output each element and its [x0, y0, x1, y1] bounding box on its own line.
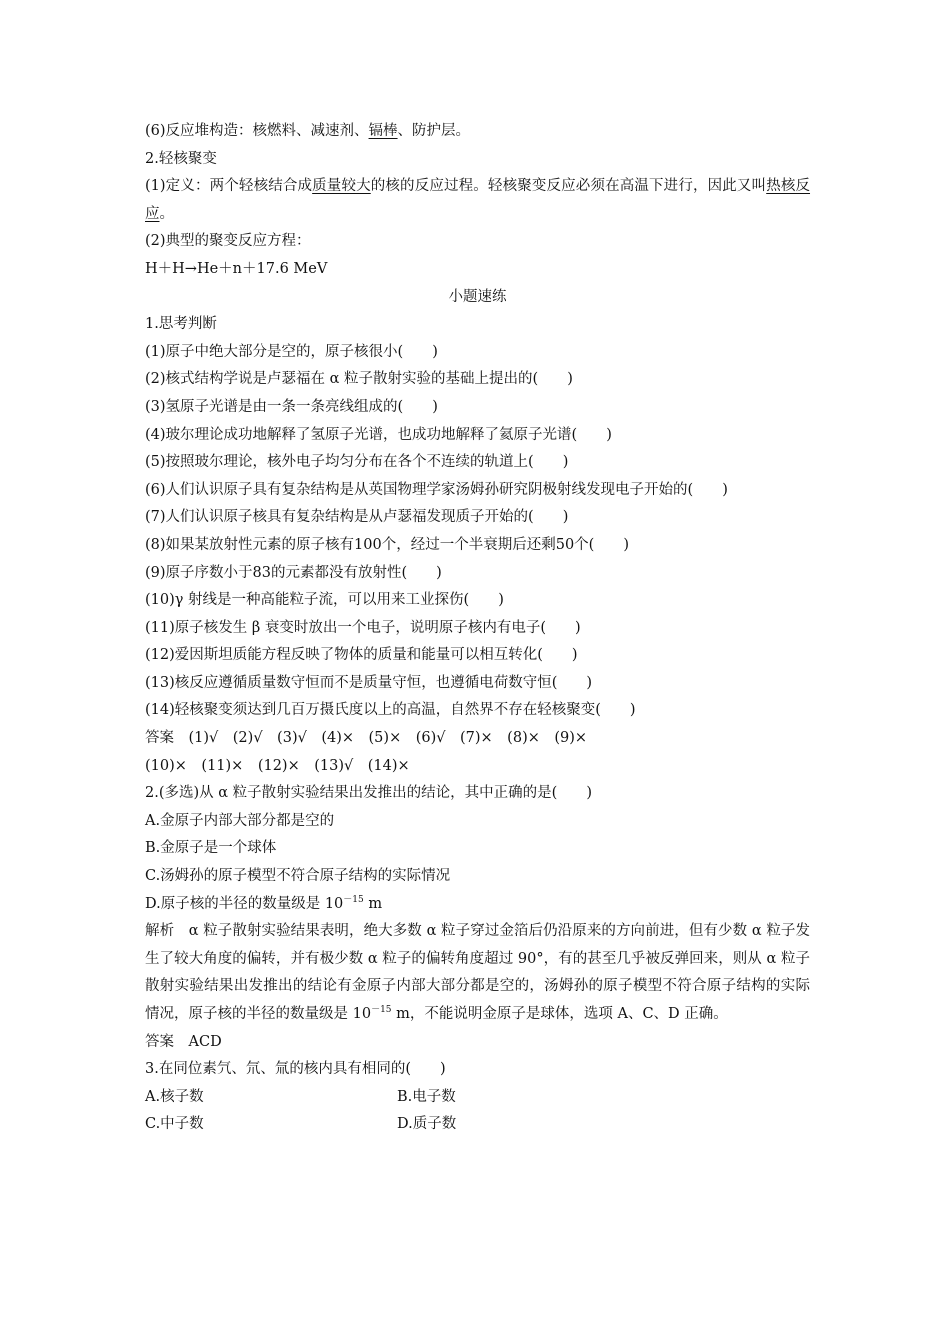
- judgement-item: (2)核式结构学说是卢瑟福在 α 粒子散射实验的基础上提出的( ): [145, 371, 573, 388]
- judgement-item: (6)人们认识原子具有复杂结构是从英国物理学家汤姆孙研究阴极射线发现电子开始的( ): [145, 481, 728, 498]
- option-row: [145, 1084, 810, 1112]
- fusion-definition: (1)定义：两个轻核结合成质量较大的核的反应过程。轻核聚变反应必须在高温下进行，因此又叫热核反应。: [145, 178, 811, 222]
- question-heading: 1.思考判断: [145, 316, 217, 333]
- judgement-item: (7)人们认识原子核具有复杂结构是从卢瑟福发现质子开始的( ): [145, 509, 569, 526]
- judgement-item: (11)原子核发生 β 衰变时放出一个电子，说明原子核内有电子( ): [145, 619, 581, 636]
- judgement-item: (14)轻核聚变须达到几百万摄氏度以上的高温，自然界不存在轻核聚变( ): [145, 702, 636, 719]
- explanation: 解析 α 粒子散射实验结果表明，绝大多数 α 粒子穿过金箔后仍沿原来的方向前进，但有少数 α 粒子发生了较大角度的偏转，并有极少数 α 粒子的偏转角度超过 90°，有的甚至几乎被反弹回来，则从 α 粒子散射实验结果出发推出的结论有金原子内部大部分都是空的，汤姆孙的原子模型不符合原子结构的实际情况，原子核的半径的数量级是 $10^{-15}$ m，不能说明金原子是球体，选项 A、C、D 正确。: [145, 923, 810, 1022]
- answer-line: (10)× (11)× (12)× (13)√ (14)×: [145, 757, 410, 774]
- question-heading: 3.在同位素氕、氘、氚的核内具有相同的( ): [145, 1061, 446, 1078]
- underlined-term: 热核反应: [145, 178, 811, 222]
- underlined-term: 质量较大: [312, 178, 371, 195]
- option-b: B.电子数: [397, 1088, 456, 1105]
- section-title: 小题速练: [448, 288, 507, 305]
- reactor-structure-line: (6)反应堆构造：核燃料、减速剂、镉棒、防护层。: [145, 123, 471, 139]
- paragraph: (2)典型的聚变反应方程：: [145, 233, 311, 250]
- answer-line: 答案 (1)√ (2)√ (3)√ (4)× (5)× (6)√ (7)× (8)× (9)×: [145, 730, 588, 747]
- answer-line: 答案 ACD: [145, 1033, 222, 1050]
- judgement-item: (13)核反应遵循质量数守恒而不是质量守恒，也遵循电荷数守恒( ): [145, 674, 593, 691]
- judgement-item: (10)γ 射线是一种高能粒子流，可以用来工业探伤( ): [145, 592, 504, 609]
- option-row: [145, 1111, 810, 1139]
- option-a: A.核子数: [145, 1088, 204, 1105]
- judgement-item: (12)爱因斯坦质能方程反映了物体的质量和能量可以相互转化( ): [145, 647, 578, 664]
- judgement-item: (4)玻尔理论成功地解释了氢原子光谱，也成功地解释了氦原子光谱( ): [145, 426, 612, 443]
- underlined-term: 镉棒: [368, 123, 398, 139]
- section-heading: 2.轻核聚变: [145, 150, 217, 167]
- fusion-equation: H＋H→He＋n＋17.6 MeV: [145, 260, 328, 277]
- option-a: A.金原子内部大部分都是空的: [145, 812, 335, 829]
- option-d: D.质子数: [397, 1116, 457, 1133]
- judgement-item: (3)氢原子光谱是由一条一条亮线组成的( ): [145, 398, 438, 415]
- option-c: C.汤姆孙的原子模型不符合原子结构的实际情况: [145, 868, 451, 885]
- document-page: [145, 118, 810, 1139]
- judgement-item: (8)如果某放射性元素的原子核有100个，经过一个半衰期后还剩50个( ): [145, 536, 629, 553]
- option-d: D.原子核的半径的数量级是 $10^{-15}$ m: [145, 894, 383, 912]
- judgement-item: (5)按照玻尔理论，核外电子均匀分布在各个不连续的轨道上( ): [145, 454, 569, 471]
- judgement-item: (9)原子序数小于83的元素都没有放射性( ): [145, 564, 442, 581]
- option-b: B.金原子是一个球体: [145, 840, 277, 857]
- judgement-item: (1)原子中绝大部分是空的，原子核很小( ): [145, 343, 438, 360]
- option-c: C.中子数: [145, 1116, 204, 1133]
- question-heading: 2.(多选)从 α 粒子散射实验结果出发推出的结论，其中正确的是( ): [145, 785, 592, 802]
